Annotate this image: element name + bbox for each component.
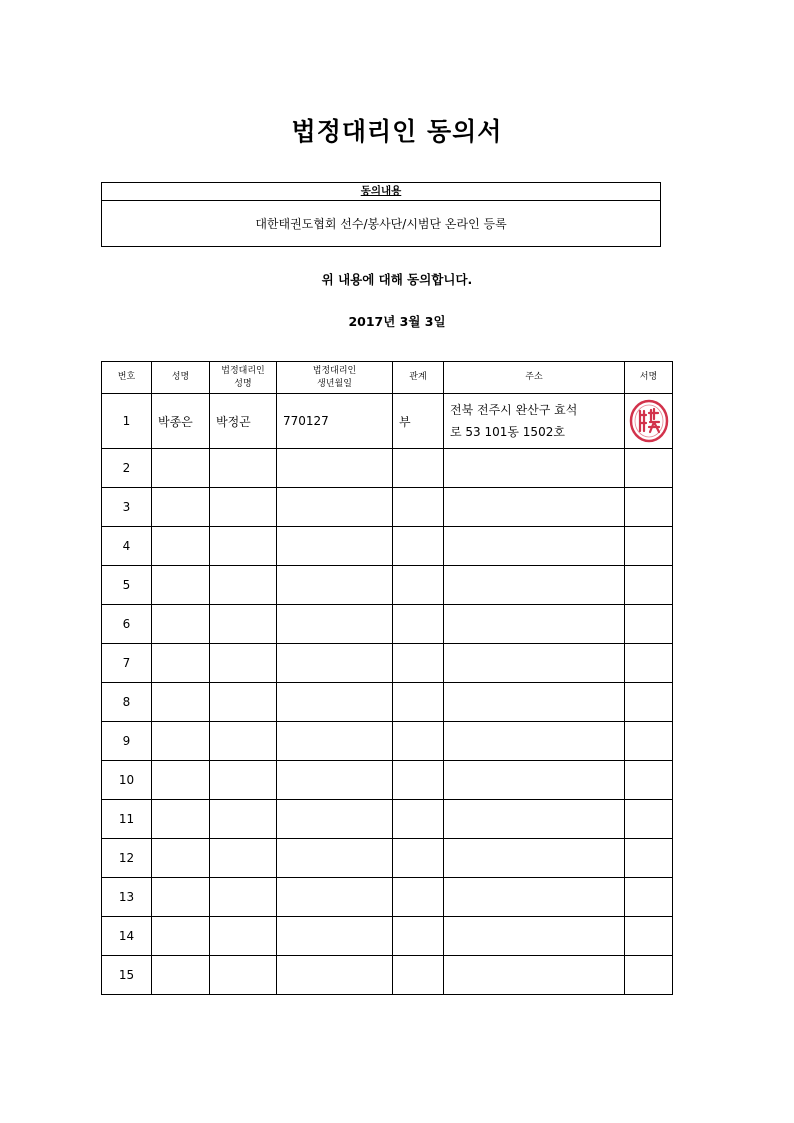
row-num: 6	[102, 605, 152, 644]
row-guardian-birth	[277, 917, 393, 956]
row-relation	[393, 761, 444, 800]
table-row	[102, 878, 673, 917]
row-signature	[625, 394, 673, 449]
row-address	[444, 722, 625, 761]
row-name	[152, 722, 210, 761]
row-address	[444, 761, 625, 800]
consent-body: 대한태권도협회 선수/봉사단/시범단 온라인 등록	[255, 217, 507, 231]
row-guardian-birth	[277, 761, 393, 800]
row-relation: 부	[393, 394, 444, 449]
table-row	[102, 917, 673, 956]
table-row	[102, 394, 673, 449]
row-guardian-birth	[277, 527, 393, 566]
table-row	[102, 527, 673, 566]
header-guardian-name-line2: 성명	[234, 378, 252, 389]
row-guardian-name	[210, 683, 277, 722]
row-guardian-name	[210, 917, 277, 956]
row-name	[152, 605, 210, 644]
table-row	[102, 800, 673, 839]
row-signature	[625, 527, 673, 566]
row-name	[152, 878, 210, 917]
row-name	[152, 800, 210, 839]
table-row	[102, 449, 673, 488]
red-seal-stamp-icon	[629, 398, 669, 444]
date: 2017년 3월 3일	[348, 314, 446, 329]
row-num: 13	[102, 878, 152, 917]
row-guardian-name	[210, 644, 277, 683]
row-name	[152, 449, 210, 488]
row-guardian-name	[210, 527, 277, 566]
row-name	[152, 644, 210, 683]
row-guardian-birth	[277, 800, 393, 839]
row-num: 7	[102, 644, 152, 683]
row-num: 4	[102, 527, 152, 566]
row-relation	[393, 839, 444, 878]
row-relation	[393, 683, 444, 722]
row-address	[444, 488, 625, 527]
table-row	[102, 566, 673, 605]
row-guardian-birth	[277, 449, 393, 488]
row-guardian-name	[210, 839, 277, 878]
row-guardian-name	[210, 956, 277, 995]
row-name	[152, 956, 210, 995]
row-num: 5	[102, 566, 152, 605]
row-address	[444, 394, 625, 449]
table-row	[102, 605, 673, 644]
row-name	[152, 761, 210, 800]
row-name: 박종은	[152, 394, 210, 449]
header-name: 성명	[152, 362, 210, 394]
header-relation: 관계	[393, 362, 444, 394]
table-header-row	[102, 362, 673, 394]
row-guardian-name	[210, 761, 277, 800]
row-address	[444, 449, 625, 488]
row-signature	[625, 878, 673, 917]
header-num: 번호	[102, 362, 152, 394]
row-signature	[625, 761, 673, 800]
row-guardian-name	[210, 566, 277, 605]
row-relation	[393, 605, 444, 644]
row-num: 3	[102, 488, 152, 527]
row-address	[444, 605, 625, 644]
row-guardian-birth: 770127	[277, 394, 393, 449]
row-guardian-name	[210, 488, 277, 527]
row-relation	[393, 917, 444, 956]
table-row	[102, 488, 673, 527]
consent-header: 동의내용	[102, 183, 660, 201]
row-relation	[393, 527, 444, 566]
row-guardian-name	[210, 605, 277, 644]
row-num: 14	[102, 917, 152, 956]
row-address-line2: 로 53 101동 1502호	[450, 425, 565, 439]
row-signature	[625, 566, 673, 605]
header-guardian-name	[210, 362, 277, 394]
row-address	[444, 566, 625, 605]
row-guardian-name	[210, 722, 277, 761]
header-guardian-name-line1: 법정대리인	[221, 365, 265, 376]
row-num: 8	[102, 683, 152, 722]
row-address	[444, 683, 625, 722]
row-name	[152, 488, 210, 527]
row-relation	[393, 566, 444, 605]
row-num: 11	[102, 800, 152, 839]
table-row	[102, 722, 673, 761]
row-signature	[625, 605, 673, 644]
row-signature	[625, 917, 673, 956]
consent-box	[101, 182, 661, 247]
row-address	[444, 527, 625, 566]
row-relation	[393, 800, 444, 839]
table-row	[102, 956, 673, 995]
table-row	[102, 644, 673, 683]
header-guardian-birth	[277, 362, 393, 394]
row-signature	[625, 488, 673, 527]
row-relation	[393, 722, 444, 761]
row-address-line1: 전북 전주시 완산구 효석	[450, 403, 578, 417]
header-signature: 서명	[625, 362, 673, 394]
row-signature	[625, 683, 673, 722]
row-num: 12	[102, 839, 152, 878]
row-guardian-name	[210, 449, 277, 488]
row-address	[444, 956, 625, 995]
row-address	[444, 839, 625, 878]
row-guardian-name: 박정곤	[210, 394, 277, 449]
row-name	[152, 839, 210, 878]
row-name	[152, 527, 210, 566]
row-guardian-birth	[277, 839, 393, 878]
row-num: 2	[102, 449, 152, 488]
agree-statement: 위 내용에 대해 동의합니다.	[321, 272, 473, 287]
row-num: 15	[102, 956, 152, 995]
row-guardian-birth	[277, 644, 393, 683]
roster-table	[101, 361, 673, 995]
row-guardian-birth	[277, 605, 393, 644]
row-address	[444, 644, 625, 683]
row-relation	[393, 878, 444, 917]
row-guardian-birth	[277, 566, 393, 605]
row-signature	[625, 800, 673, 839]
row-address	[444, 800, 625, 839]
row-name	[152, 566, 210, 605]
row-signature	[625, 722, 673, 761]
header-guardian-birth-line2: 생년월일	[317, 378, 352, 389]
row-relation	[393, 956, 444, 995]
row-guardian-birth	[277, 722, 393, 761]
row-signature	[625, 449, 673, 488]
row-num: 9	[102, 722, 152, 761]
page-title: 법정대리인 동의서	[291, 117, 503, 146]
row-signature	[625, 644, 673, 683]
row-signature	[625, 956, 673, 995]
table-row	[102, 761, 673, 800]
row-name	[152, 683, 210, 722]
row-relation	[393, 488, 444, 527]
row-guardian-birth	[277, 878, 393, 917]
row-name	[152, 917, 210, 956]
row-guardian-birth	[277, 488, 393, 527]
row-relation	[393, 449, 444, 488]
row-address	[444, 917, 625, 956]
row-guardian-birth	[277, 956, 393, 995]
row-guardian-birth	[277, 683, 393, 722]
row-relation	[393, 644, 444, 683]
row-num: 10	[102, 761, 152, 800]
header-guardian-birth-line1: 법정대리인	[312, 365, 357, 376]
row-guardian-name	[210, 800, 277, 839]
row-num: 1	[102, 394, 152, 449]
table-row	[102, 839, 673, 878]
table-row	[102, 683, 673, 722]
header-address: 주소	[444, 362, 625, 394]
row-guardian-name	[210, 878, 277, 917]
row-signature	[625, 839, 673, 878]
row-address	[444, 878, 625, 917]
